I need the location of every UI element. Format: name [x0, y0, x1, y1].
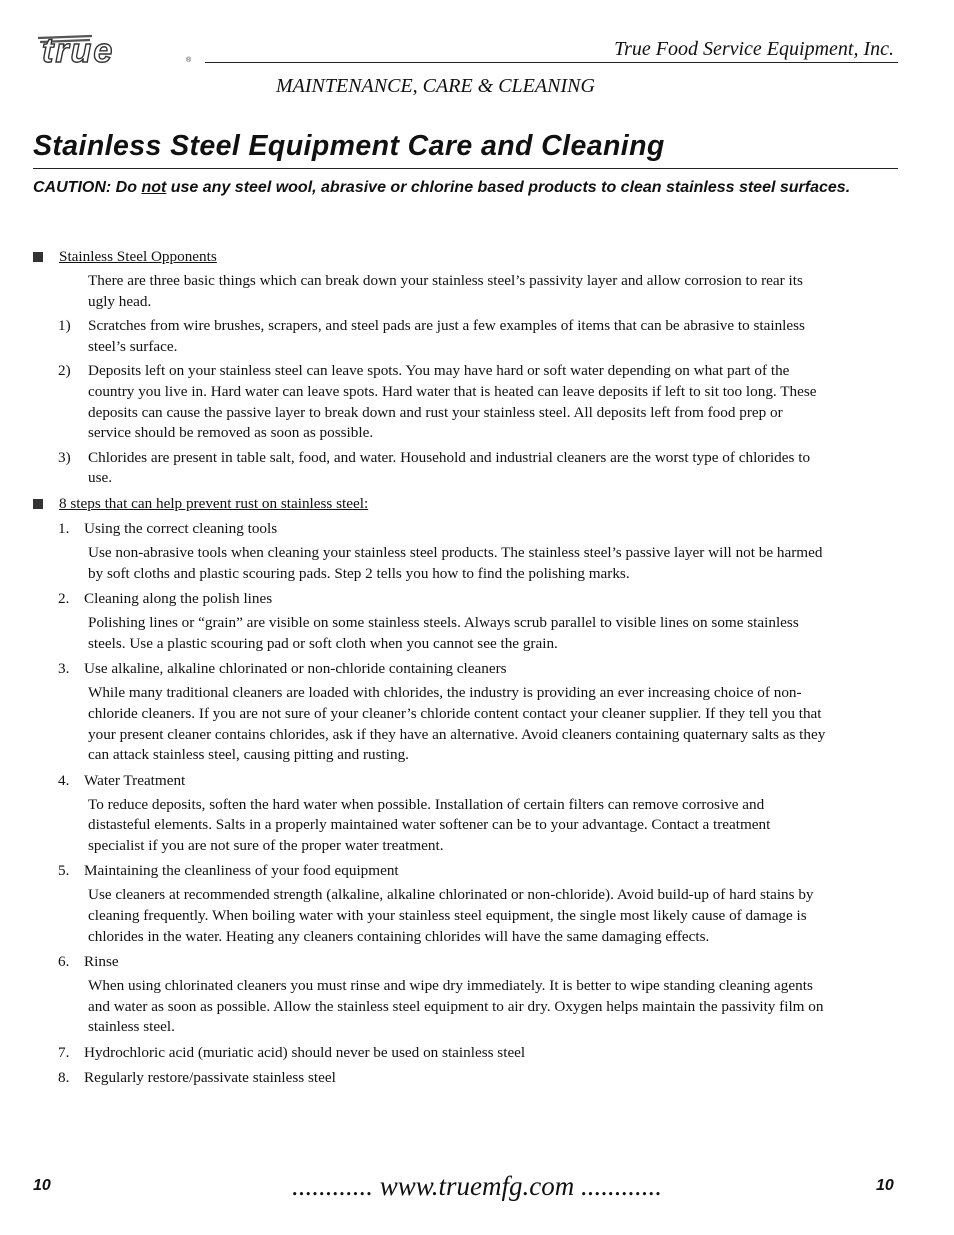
step-title: Cleaning along the polish lines — [84, 590, 273, 608]
steps-heading-text: 8 steps that can help prevent rust on stainless steel: — [59, 494, 369, 512]
page-number-right: 10 — [876, 1177, 894, 1194]
item-text: Deposits left on your stainless steel can leave spots. You may have hard or soft water depending on what part of the country you live in. Hard water can leave spots. Hard water that is heated can leave deposits if left to sit too long. These deposits can cause the passive layer to break down and rust your stainless steel. All deposits left from food prep or service should be removed as soon as possible. — [88, 362, 817, 442]
opponents-heading-text: Stainless Steel Opponents — [59, 248, 217, 265]
step-number: 4. — [58, 771, 70, 789]
svg-text:®: ® — [186, 57, 192, 64]
company-name: True Food Service Equipment, Inc. — [614, 38, 894, 60]
title-rule — [33, 168, 898, 169]
step-number: 2. — [58, 590, 70, 608]
step-title: Hydrochloric acid (muriatic acid) should never be used on stainless steel — [84, 1044, 526, 1062]
steps-list — [0, 518, 954, 1088]
step-description: Use non-abrasive tools when cleaning your stainless steel products. The stainless steel’s passive layer will not be harmed by soft cloths and plastic scouring pads. Step 2 tells you how to find the polishing marks. — [88, 543, 823, 582]
section-label: MAINTENANCE, CARE & CLEANING — [276, 75, 595, 97]
step-item — [0, 1067, 954, 1088]
step-title: Use alkaline, alkaline chlorinated or non-chloride containing cleaners — [84, 660, 507, 678]
caution-suffix: use any steel wool, abrasive or chlorine based products to clean stainless steel surfaces. — [166, 179, 851, 196]
step-number: 5. — [58, 862, 70, 880]
step-item — [0, 658, 954, 679]
step-description: To reduce deposits, soften the hard water when possible. Installation of certain filters can remove corrosive and distasteful elements. Salts in a properly maintained water softener can be to your advantage. Contact a treatment specialist if you are not sure of the proper water treatment. — [88, 795, 771, 854]
steps-heading — [0, 493, 954, 514]
header-rule — [205, 62, 898, 63]
step-number: 6. — [58, 953, 70, 971]
item-number: 1) — [58, 317, 71, 335]
step-title: Using the correct cleaning tools — [84, 519, 278, 537]
page-title: Stainless Steel Equipment Care and Cleaning — [33, 130, 665, 162]
step-number: 1. — [58, 519, 70, 537]
step-description: While many traditional cleaners are loaded with chlorides, the industry is providing an ever increasing choice of non-chloride cleaners. If you are not sure of your cleaner’s chloride content contact your cleaner supplier. If they tell you that your present cleaner contains chlorides, ask if they have an alternative. Avoid cleaners containing quaternary salts as they can attack stainless steel, causing pitting and rusting. — [88, 684, 826, 764]
opponents-intro: There are three basic things which can break down your stainless steel’s passivity layer and allow corrosion to rear its ugly head. — [88, 272, 803, 310]
step-title: Rinse — [84, 953, 119, 971]
step-number: 8. — [58, 1069, 70, 1087]
step-item — [0, 770, 954, 791]
main-content — [0, 246, 954, 1092]
item-text: Scratches from wire brushes, scrapers, and steel pads are just a few examples of items that can be abrasive to stainless steel’s surface. — [88, 317, 805, 355]
step-item — [0, 588, 954, 609]
step-description: Use cleaners at recommended strength (alkaline, alkaline chlorinated or non-chloride). Avoid build-up of hard stains by cleaning frequently. When boiling water with your stainless steel equipment, the single most likely cause of damage is chlorides in the water. Heating any cleaners containing chlorides will have the same damaging effects. — [88, 886, 814, 945]
step-description: When using chlorinated cleaners you must rinse and wipe dry immediately. It is better to wipe standing cleaning agents and water as soon as possible. Allow the stainless steel equipment to air dry. Oxygen helps maintain the passivity film on stainless steel. — [88, 977, 824, 1036]
step-item — [0, 518, 954, 539]
caution-prefix: CAUTION: Do — [33, 179, 142, 196]
opponent-item — [0, 361, 828, 443]
page-number-left: 10 — [33, 1177, 51, 1194]
step-title: Regularly restore/passivate stainless steel — [84, 1069, 336, 1087]
step-item — [0, 860, 954, 881]
item-number: 2) — [58, 362, 71, 380]
step-title: Water Treatment — [84, 771, 186, 789]
logo-wordmark: true — [42, 32, 115, 68]
bullet-square-icon — [33, 499, 43, 509]
step-number: 3. — [58, 660, 70, 678]
item-text: Chlorides are present in table salt, food, and water. Household and industrial cleaners are the worst type of chlorides to use. — [88, 448, 811, 487]
step-description: Polishing lines or “grain” are visible on some stainless steels. Always scrub parallel to visible lines on some stainless steels. Use a plastic scouring pad or soft cloth when you cannot see the grain. — [88, 614, 799, 652]
footer-url: ............ www.truemfg.com ............ — [292, 1171, 662, 1201]
caution-emphasis: not — [141, 179, 167, 196]
step-number: 7. — [58, 1044, 70, 1062]
step-item — [0, 951, 954, 972]
opponents-heading — [0, 246, 954, 267]
opponent-item — [0, 448, 828, 489]
step-item — [0, 1042, 954, 1063]
true-logo — [34, 28, 204, 68]
caution-notice — [33, 178, 888, 197]
bullet-square-icon — [33, 252, 43, 262]
step-title: Maintaining the cleanliness of your food equipment — [84, 862, 399, 880]
item-number: 3) — [58, 448, 71, 466]
opponent-item — [0, 316, 828, 357]
opponents-list — [0, 316, 954, 489]
